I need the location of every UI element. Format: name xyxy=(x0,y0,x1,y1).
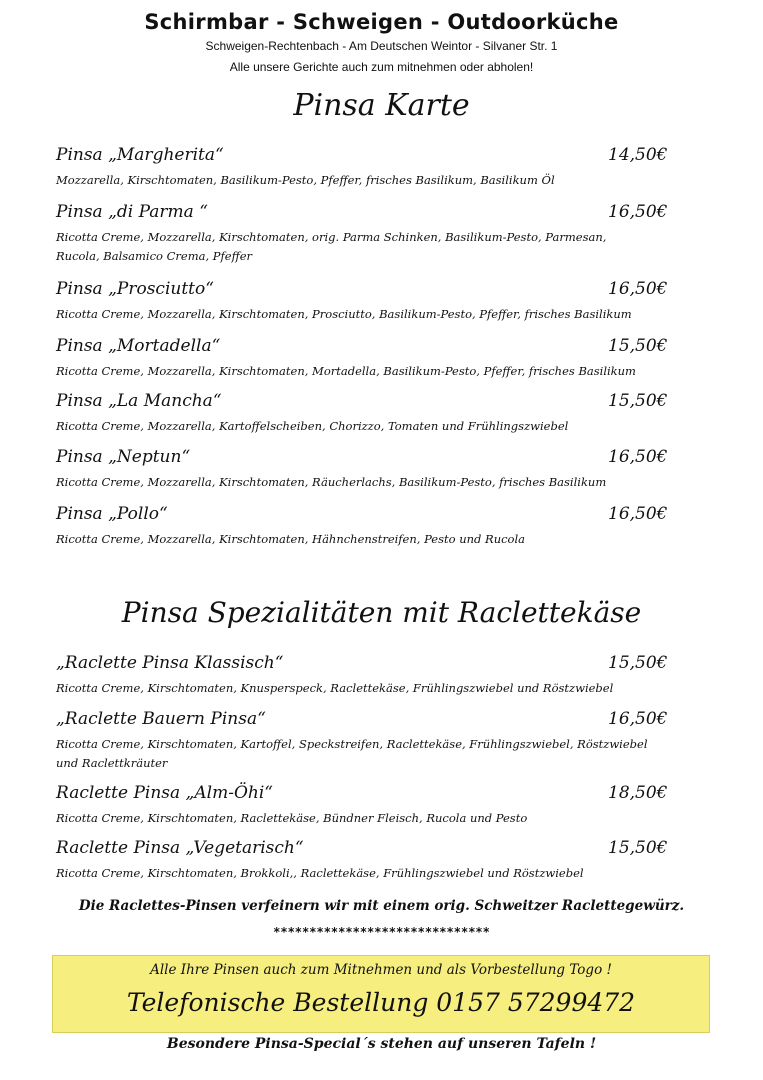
item-description: Ricotta Creme, Mozzarella, Kirschtomaten, orig. Parma Schinken, Basilikum-Pesto, Parmesan, Rucola, Balsamico Crema, Pfeffer xyxy=(56,230,607,263)
item-description: Ricotta Creme, Mozzarella, Kirschtomaten, Mortadella, Basilikum-Pesto, Pfeffer, frisches Basilikum xyxy=(56,364,636,378)
item-name: Pinsa „La Mancha“ xyxy=(56,391,222,411)
menu-item-raclette-bauern xyxy=(56,709,706,773)
item-price: 16,50€ xyxy=(608,709,668,729)
item-description: Ricotta Creme, Kirschtomaten, Brokkoli,, Raclettekäse, Frühlingszwiebel und Röstzwiebel xyxy=(56,866,584,880)
special-note: Besondere Pinsa-Special´s stehen auf unseren Tafeln ! xyxy=(166,1036,597,1052)
item-price: 16,50€ xyxy=(608,447,668,467)
item-price: 15,50€ xyxy=(608,336,668,356)
menu-item-margherita xyxy=(56,145,706,190)
item-name: Pinsa „Prosciutto“ xyxy=(56,279,214,299)
menu-item-raclette-klassisch xyxy=(56,653,706,698)
item-price: 15,50€ xyxy=(608,653,668,673)
item-name: „Raclette Bauern Pinsa“ xyxy=(56,709,266,729)
item-description: Ricotta Creme, Kirschtomaten, Knusperspeck, Raclettekäse, Frühlingszwiebel und Röstzwiebel xyxy=(56,681,614,695)
item-name: Pinsa „Neptun“ xyxy=(56,447,191,467)
item-name: „Raclette Pinsa Klassisch“ xyxy=(56,653,284,673)
item-price: 14,50€ xyxy=(608,145,668,165)
item-description: Ricotta Creme, Mozzarella, Kirschtomaten, Räucherlachs, Basilikum-Pesto, frisches Basilikum xyxy=(56,475,607,489)
item-price: 18,50€ xyxy=(608,783,668,803)
item-name: Pinsa „di Parma “ xyxy=(56,202,208,222)
item-description: Ricotta Creme, Mozzarella, Kartoffelscheiben, Chorizzo, Tomaten und Frühlingszwiebel xyxy=(56,419,569,433)
item-name: Pinsa „Margherita“ xyxy=(56,145,224,165)
item-price: 16,50€ xyxy=(608,504,668,524)
menu-item-prosciutto xyxy=(56,279,706,324)
phone-order-line: Telefonische Bestellung 0157 57299472 xyxy=(126,988,636,1017)
item-description: Ricotta Creme, Mozzarella, Kirschtomaten, Prosciutto, Basilikum-Pesto, Pfeffer, frisches Basilikum xyxy=(56,307,632,321)
item-description: Ricotta Creme, Kirschtomaten, Kartoffel, Speckstreifen, Raclettekäse, Frühlingszwiebel, Röstzwiebel und Raclettkräuter xyxy=(56,737,648,770)
star-divider: ****************************** xyxy=(273,925,490,939)
menu-item-mortadella xyxy=(56,336,706,381)
item-description: Ricotta Creme, Mozzarella, Kirschtomaten, Hähnchenstreifen, Pesto und Rucola xyxy=(56,532,526,546)
takeaway-note: Alle unsere Gerichte auch zum mitnehmen oder abholen! xyxy=(229,60,534,74)
item-description: Mozzarella, Kirschtomaten, Basilikum-Pesto, Pfeffer, frisches Basilikum, Basilikum Öl xyxy=(56,173,555,187)
menu-item-raclette-vegetarisch xyxy=(56,838,706,883)
menu-item-la-mancha xyxy=(56,391,706,436)
item-name: Raclette Pinsa „Alm-Öhi“ xyxy=(56,783,273,803)
item-name: Raclette Pinsa „Vegetarisch“ xyxy=(56,838,304,858)
item-name: Pinsa „Mortadella“ xyxy=(56,336,221,356)
menu-title: Pinsa Karte xyxy=(293,88,470,123)
item-price: 15,50€ xyxy=(608,391,668,411)
togo-note: Alle Ihre Pinsen auch zum Mitnehmen und als Vorbestellung Togo ! xyxy=(150,962,612,978)
menu-item-neptun xyxy=(56,447,706,492)
raclette-spice-note: Die Raclettes-Pinsen verfeinern wir mit einem orig. Schweitzer Raclettegewürz. xyxy=(78,898,685,914)
item-description: Ricotta Creme, Kirschtomaten, Raclettekäse, Bündner Fleisch, Rucola und Pesto xyxy=(56,811,528,825)
menu-item-raclette-alm-oehi xyxy=(56,783,706,828)
item-price: 16,50€ xyxy=(608,279,668,299)
item-price: 15,50€ xyxy=(608,838,668,858)
raclette-section-title: Pinsa Spezialitäten mit Raclettekäse xyxy=(121,596,642,629)
item-name: Pinsa „Pollo“ xyxy=(56,504,168,524)
menu-item-di-parma xyxy=(56,202,706,266)
restaurant-address: Schweigen-Rechtenbach - Am Deutschen Weintor - Silvaner Str. 1 xyxy=(205,39,558,53)
menu-item-pollo xyxy=(56,504,706,549)
restaurant-title: Schirmbar - Schweigen - Outdoorküche xyxy=(144,10,619,34)
order-info-box xyxy=(52,955,710,1033)
item-price: 16,50€ xyxy=(608,202,668,222)
